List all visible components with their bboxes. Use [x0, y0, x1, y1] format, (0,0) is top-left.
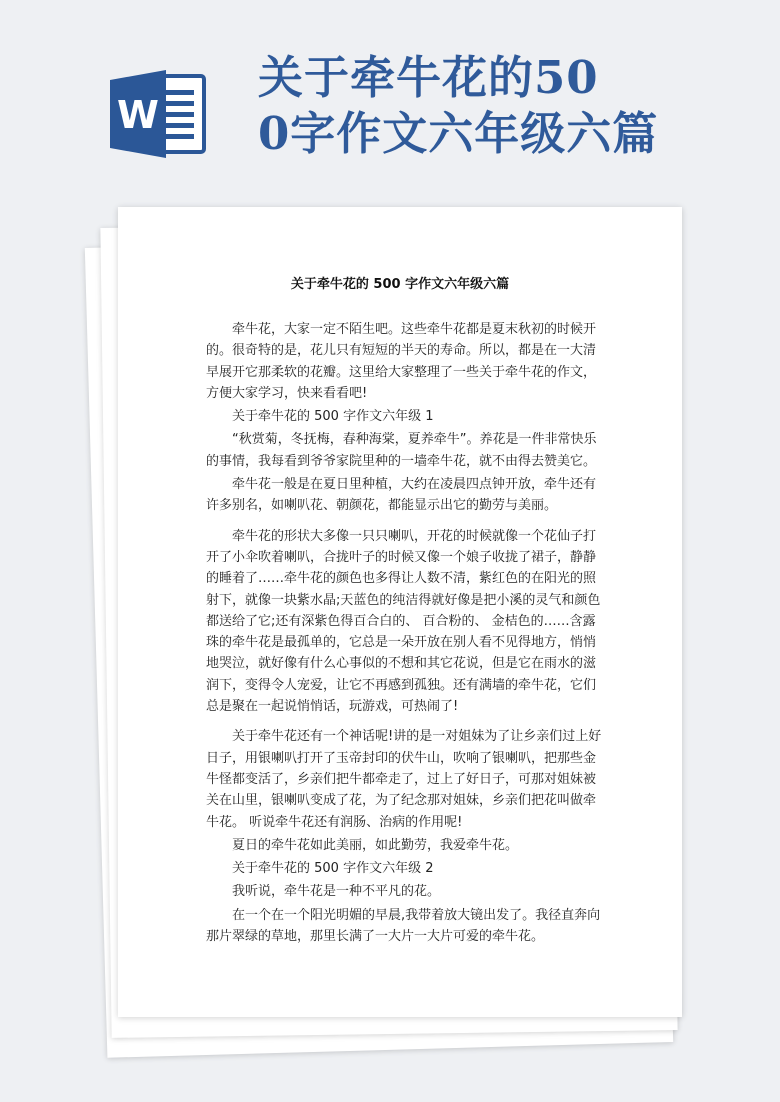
paragraph: 牵牛花一般是在夏日里种植，大约在凌晨四点钟开放，牵牛还有许多别名，如喇叭花、朝颜花，都能显示出它的勤劳与美丽。: [206, 477, 597, 514]
page-title: [258, 50, 758, 162]
word-document-icon: [108, 68, 206, 160]
paragraph: 我听说，牵牛花是一种不平凡的花。: [232, 884, 441, 900]
paragraph: 牵牛花的形状大多像一只只喇叭，开花的时候就像一个花仙子打开了小伞吹着喇叭，合拢叶子的时候又像一个娘子收拢了裙子，静静的睡着了……牵牛花的颜色也多得让人数不清，紫红色的在阳光的照射下，就像一块紫水晶;天蓝色的纯洁得就好像是把小溪的灵气和颜色都送给了它;还有深紫色得百合白的、 百合粉的、 金桔色的……含露珠的牵牛花是最孤单的，它总是一朵开放在别人看不见得地方，悄悄地哭泣，就好像有什么心事似的不想和其它花说，但是它在雨水的滋润下，变得令人宠爱，让它不再感到孤独。还有满墙的牵牛花，它们总是聚在一起说悄悄话，玩游戏，可热闹了!: [206, 528, 601, 715]
section-heading-2: 关于牵牛花的 500 字作文六年级 2: [232, 861, 434, 877]
section-heading-1: 关于牵牛花的 500 字作文六年级 1: [232, 409, 434, 425]
document-title: 关于牵牛花的 500 字作文六年级六篇: [290, 277, 510, 292]
document-body: [206, 319, 602, 949]
document-page: [118, 207, 682, 1017]
title-line-1: 关于牵牛花的50: [258, 51, 599, 104]
paragraph: 在一个在一个阳光明媚的早晨,我带着放大镜出发了。我径直奔向那片翠绿的草地，那里长满了一大片一大片可爱的牵牛花。: [206, 907, 601, 945]
logo-letter: W: [117, 93, 159, 137]
paragraph: 夏日的牵牛花如此美丽，如此勤劳，我爱牵牛花。: [232, 837, 519, 853]
paragraph: 关于牵牛花还有一个神话呢!讲的是一对姐妹为了让乡亲们过上好日子，用银喇叭打开了玉帝封印的伏牛山，吹响了银喇叭，把那些金牛怪都变活了，乡亲们把牛都牵走了，过上了好日子，可那对姐妹被关在山里，银喇叭变成了花，为了纪念那对姐妹，乡亲们把花叫做牵牛花。 听说牵牛花还有润肠、治病的作用呢!: [206, 729, 602, 830]
paragraph-intro: 牵牛花，大家一定不陌生吧。这些牵牛花都是夏末秋初的时候开的。很奇特的是，花儿只有短短的半天的寿命。所以，都是在一大清早展开它那柔软的花瓣。这里给大家整理了一些关于牵牛花的作文，方便大家学习，快来看看吧!: [206, 322, 597, 401]
paragraph: “秋赏菊，冬抚梅，春种海棠，夏养牵牛”。养花是一件非常快乐的事情，我每看到爷爷家院里种的一墙牵牛花，就不由得去赞美它。: [206, 432, 597, 469]
title-line-2: 0字作文六年级六篇: [258, 107, 659, 160]
